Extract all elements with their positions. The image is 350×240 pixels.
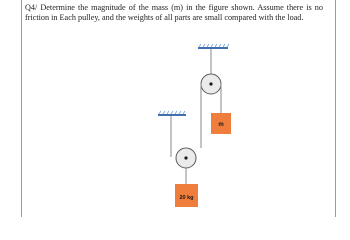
unknown-mass-block <box>211 113 231 134</box>
load-label: 20 kg <box>179 195 194 201</box>
top-pulley <box>201 74 221 94</box>
lower-ceiling-support <box>158 111 186 116</box>
load-block <box>175 184 198 207</box>
top-ceiling-support <box>198 44 229 49</box>
lower-pulley <box>176 148 196 168</box>
question-text: Q4/ Determine the magnitude of the mass (m) in the figure shown. Assume there is no friction in Each pulley, and the weights of all parts are small compared with the load. <box>25 3 323 22</box>
unknown-mass-label: m <box>218 122 224 128</box>
